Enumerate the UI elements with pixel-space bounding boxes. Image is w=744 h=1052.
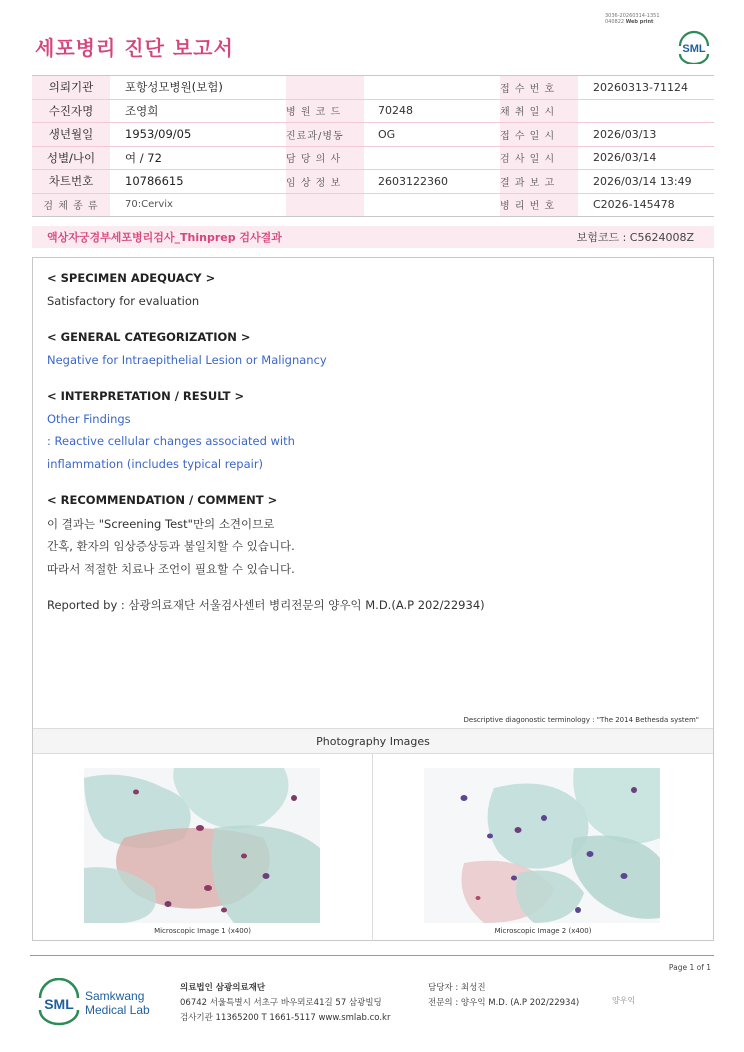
info-value: [578, 100, 714, 123]
microscopic-image-2-caption: Microscopic Image 2 (x400): [494, 927, 592, 935]
info-value: 2026/03/14: [593, 151, 657, 165]
microscopic-image-1-caption: Microscopic Image 1 (x400): [154, 927, 251, 935]
patient-info-table: [32, 75, 714, 217]
test-name-bar: [32, 226, 714, 248]
insurance-code: 보험코드 : C5624008Z: [576, 231, 694, 244]
sml-logo: [676, 28, 712, 64]
general-categorization-text: Negative for Intraepithelial Lesion or Malignancy: [47, 353, 327, 367]
info-label: 검 체 종 류: [32, 194, 110, 217]
interpretation-heading: < INTERPRETATION / RESULT >: [47, 389, 245, 403]
info-value: OG: [378, 127, 396, 141]
photo-cell-2: [373, 754, 713, 941]
interpretation-line-1: Other Findings: [47, 412, 131, 426]
info-label: 결 과 보 고: [500, 170, 578, 193]
sml-logo-text: SML: [682, 43, 706, 55]
info-value: 20260313-71124: [593, 80, 688, 94]
info-row: [32, 100, 714, 124]
info-row: [32, 170, 714, 194]
info-label: [286, 76, 364, 99]
info-label: [286, 194, 364, 217]
recommendation-line-3: 따라서 적절한 치료나 조언이 필요할 수 있습니다.: [47, 562, 295, 576]
info-label: 의뢰기관: [32, 76, 110, 99]
general-categorization-heading: < GENERAL CATEGORIZATION >: [47, 330, 251, 344]
info-label: 수진자명: [32, 100, 110, 123]
info-row: [32, 76, 714, 100]
org-address: 06742 서울특별시 서초구 바우뫼로41길 57 삼광빌딩: [180, 998, 382, 1008]
recommendation-heading: < RECOMMENDATION / COMMENT >: [47, 493, 278, 507]
info-value: [364, 194, 500, 217]
info-label: 임 상 정 보: [286, 170, 364, 193]
pathologist-signature: 양우익: [612, 996, 636, 1005]
footer-logo-line1: Samkwang: [85, 989, 145, 1003]
document-code-line1: 3036-20260314-1351: [605, 13, 660, 19]
org-name: 의료법인 삼광의료재단: [180, 983, 266, 993]
photography-header: Photography Images: [33, 728, 713, 754]
page-number: Page 1 of 1: [668, 963, 711, 972]
specimen-adequacy-text: Satisfactory for evaluation: [47, 294, 200, 308]
interpretation-line-2: : Reactive cellular changes associated with: [47, 434, 295, 448]
info-label: 차트번호: [32, 170, 110, 193]
info-label: 성별/나이: [32, 147, 110, 170]
info-row: [32, 194, 714, 218]
terminology-note: Descriptive diagonostic terminology : "The 2014 Bethesda system": [463, 716, 699, 724]
info-value: 포항성모병원(보험): [125, 80, 223, 95]
specimen-adequacy-heading: < SPECIMEN ADEQUACY >: [47, 271, 216, 285]
info-value: 2026/03/14 13:49: [593, 174, 692, 188]
info-value: 70:Cervix: [125, 199, 173, 211]
info-value: [364, 147, 500, 170]
info-row: [32, 147, 714, 171]
info-label: 접 수 번 호: [500, 76, 578, 99]
info-label: 병 원 코 드: [286, 100, 364, 123]
microscopic-image-2: [424, 768, 660, 923]
info-value: 2026/03/13: [593, 127, 657, 141]
footer-organization: [180, 981, 390, 1026]
info-value: 여 / 72: [125, 150, 162, 165]
photo-cell-1: [33, 754, 373, 941]
footer-staff: [428, 981, 579, 1011]
microscopic-image-1: [84, 768, 320, 923]
reported-by: Reported by : 삼광의료재단 서울검사센터 병리전문의 양우익 M.D.(A.P 202/22934): [47, 598, 485, 612]
footer-divider: [30, 955, 714, 956]
info-value: 2603122360: [378, 174, 448, 188]
result-box: [32, 257, 714, 941]
info-row: [32, 123, 714, 147]
footer-logo-sml: SML: [44, 996, 74, 1012]
pathologist: 전문의 : 양우익 M.D. (A.P 202/22934): [428, 998, 580, 1008]
recommendation-line-2: 간혹, 환자의 임상증상등과 불일치할 수 있습니다.: [47, 539, 295, 553]
info-value: 1953/09/05: [125, 127, 192, 142]
org-contact: 검사기관 11365200 T 1661-5117 www.smlab.co.kr: [180, 1013, 391, 1023]
info-value: C2026-145478: [593, 198, 675, 212]
document-code: [605, 13, 660, 25]
info-label: 병 리 번 호: [500, 194, 578, 217]
document-code-number: 040822: [605, 19, 625, 25]
web-print-label: Web print: [625, 19, 654, 25]
report-title: 세포병리 진단 보고서: [35, 36, 234, 60]
document-code-line2: [605, 19, 660, 25]
info-value: 10786615: [125, 174, 184, 189]
footer-logo-line2: Medical Lab: [85, 1003, 150, 1017]
info-value: 조영희: [125, 103, 159, 118]
info-label: 담 당 의 사: [286, 147, 364, 170]
info-value: 70248: [378, 104, 413, 118]
samkwang-logo: [37, 978, 167, 1026]
info-label: 생년월일: [32, 123, 110, 146]
info-label: 채 취 일 시: [500, 100, 578, 123]
test-name: 액상자궁경부세포병리검사_Thinprep 검사결과: [47, 231, 282, 244]
info-label: 진료과/병동: [286, 123, 364, 146]
recommendation-line-1: 이 결과는 "Screening Test"만의 소견이므로: [47, 517, 275, 531]
info-label: 접 수 일 시: [500, 123, 578, 146]
info-value: [364, 76, 500, 99]
staff-in-charge: 담당자 : 최성진: [428, 983, 486, 993]
info-label: 검 사 일 시: [500, 147, 578, 170]
interpretation-line-3: inflammation (includes typical repair): [47, 457, 264, 471]
